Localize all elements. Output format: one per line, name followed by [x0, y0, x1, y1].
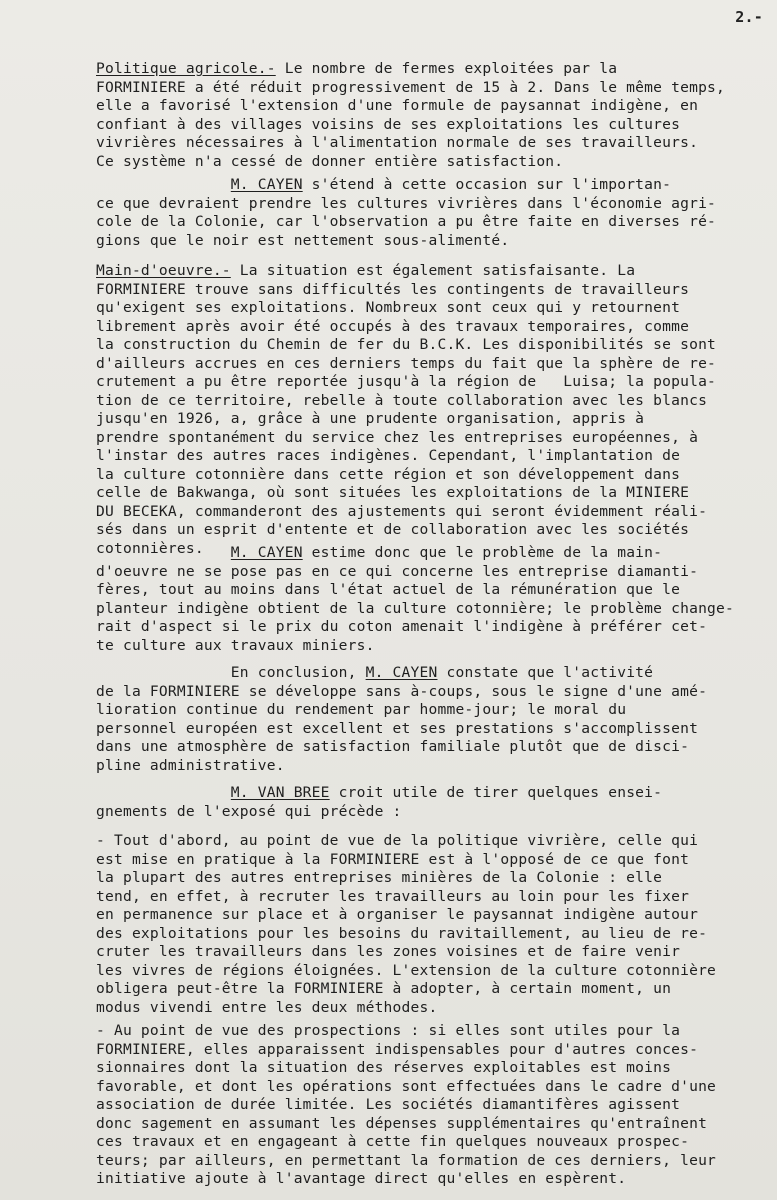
text-segment: en permanence sur place et à organiser le paysannat indigène autour — [96, 906, 699, 923]
text-segment: rait d'aspect si le prix du coton amenait l'indigène à préférer cet- — [96, 618, 708, 635]
text-line — [96, 1152, 760, 1171]
text-segment: vivrières nécessaires à l'alimentation normale de ses travailleurs. — [96, 134, 699, 151]
text-segment: cotonnières. — [96, 539, 204, 557]
text-segment: ces travaux et en engageant à cette fin quelques nouveaux prospec- — [96, 1133, 690, 1150]
text-line — [96, 1059, 760, 1078]
text-line — [96, 544, 760, 563]
text-segment: teurs; par ailleurs, en permettant la formation de ces derniers, leur — [96, 1151, 717, 1169]
paragraph-cayen-conclusion — [96, 664, 760, 775]
text-segment: croit utile de tirer quelques ensei- — [329, 784, 663, 801]
text-line — [96, 318, 760, 337]
text-segment: Ce système n'a cessé de donner entière satisfaction. — [96, 152, 564, 170]
text-segment: s'étend à cette occasion sur l'importan- — [302, 176, 672, 193]
text-line — [96, 738, 760, 757]
text-segment: prendre spontanément du service chez les entreprises européennes, à — [96, 428, 699, 446]
text-segment: personnel européen est excellent et ses prestations s'accomplissent — [96, 719, 699, 737]
text-line — [96, 803, 760, 822]
text-line — [96, 466, 760, 485]
text-line — [96, 618, 760, 637]
text-line — [96, 637, 760, 656]
text-line — [96, 1133, 760, 1152]
text-line — [96, 832, 760, 851]
text-line — [96, 195, 760, 214]
page-number: 2.- — [735, 8, 763, 26]
text-segment: Le nombre de fermes exploitées par la — [275, 60, 618, 77]
text-line — [96, 232, 760, 251]
text-segment: fères, tout au moins dans l'état actuel de la rémunération que le — [96, 581, 681, 598]
text-line — [96, 784, 760, 803]
text-line — [96, 355, 760, 374]
text-line — [96, 79, 760, 98]
underlined-heading: Politique agricole.- — [96, 60, 276, 77]
text-line — [96, 373, 760, 392]
text-segment: planteur indigène obtient de la culture cotonnière; le problème change- — [96, 599, 735, 617]
text-segment: favorable, et dont les opérations sont effectuées dans le cadre d'une — [96, 1077, 717, 1095]
text-segment: lioration continue du rendement par homme-jour; le moral du — [96, 701, 627, 718]
text-segment: sés dans un esprit d'entente et de collaboration avec les sociétés — [96, 521, 690, 538]
text-segment — [96, 784, 231, 801]
text-line — [96, 447, 760, 466]
text-line — [96, 281, 760, 300]
text-line — [96, 153, 760, 172]
text-line — [96, 906, 760, 925]
text-segment — [96, 176, 231, 193]
text-segment: gions que le noir est nettement sous-alimenté. — [96, 231, 510, 249]
text-segment: association de durée limitée. Les sociétés diamantifères agissent — [96, 1096, 681, 1113]
text-segment: DU BECEKA, commanderont des ajustements qui seront évidemment réali- — [96, 502, 708, 520]
text-line — [96, 392, 760, 411]
text-segment: obligera peut-être la FORMINIERE à adopter, à certain moment, un — [96, 980, 672, 997]
paragraph-food-policy-point — [96, 832, 760, 1017]
text-segment: - Au point de vue des prospections : si elles sont utiles pour la — [96, 1022, 681, 1039]
text-segment: FORMINIERE, elles apparaissent indispensables pour d'autres conces- — [96, 1040, 699, 1058]
text-line — [96, 943, 760, 962]
text-line — [96, 962, 760, 981]
text-line — [96, 1078, 760, 1097]
text-segment: estime donc que le problème de la main- — [302, 544, 663, 561]
text-segment: - Tout d'abord, au point de vue de la politique vivrière, celle qui — [96, 832, 699, 849]
text-line — [96, 116, 760, 135]
text-line — [96, 720, 760, 739]
text-segment: te culture aux travaux miniers. — [96, 636, 375, 654]
text-segment: crutement a pu être reportée jusqu'à la région de Luisa; la popula- — [96, 373, 717, 390]
text-line — [96, 664, 760, 683]
text-line — [96, 60, 760, 79]
text-segment: gnements de l'exposé qui précède : — [96, 802, 402, 820]
text-segment: la construction du Chemin de fer du B.C.K. Les disponibilités se sont — [96, 336, 717, 353]
text-line — [96, 683, 760, 702]
text-line — [96, 410, 760, 429]
text-line — [96, 757, 760, 776]
text-segment: la plupart des autres entreprises minières de la Colonie : elle — [96, 869, 663, 886]
text-line — [96, 262, 760, 281]
text-segment: En conclusion, — [96, 664, 366, 681]
paragraph-prospecting-point — [96, 1022, 760, 1189]
text-line — [96, 1170, 760, 1189]
paragraph-agricultural-policy — [96, 60, 760, 171]
text-segment: cole de la Colonie, car l'observation a pu être faite en diverses ré- — [96, 213, 717, 230]
underlined-heading: M. CAYEN — [230, 544, 303, 561]
text-line — [96, 97, 760, 116]
text-line — [96, 1041, 760, 1060]
text-segment — [96, 544, 231, 561]
text-line — [96, 429, 760, 448]
text-line — [96, 213, 760, 232]
text-line — [96, 134, 760, 153]
text-segment: tion de ce territoire, rebelle à toute collaboration avec les blancs — [96, 391, 708, 409]
text-line — [96, 701, 760, 720]
text-segment: modus vivendi entre les deux méthodes. — [96, 998, 438, 1016]
text-line — [96, 869, 760, 888]
text-segment: des exploitations pour les besoins du ravitaillement, au lieu de re- — [96, 924, 708, 942]
text-segment: confiant à des villages voisins de ses exploitations les cultures — [96, 115, 681, 133]
text-segment: qu'exigent ses exploitations. Nombreux sont ceux qui y retournent — [96, 299, 681, 316]
text-segment: librement après avoir été occupés à des travaux temporaires, comme — [96, 317, 690, 335]
text-line — [96, 888, 760, 907]
text-line — [96, 503, 760, 522]
text-segment: FORMINIERE a été réduit progressivement de 15 à 2. Dans le même temps, — [96, 78, 726, 96]
paragraph-cayen-food-crops — [96, 176, 760, 250]
text-segment: est mise en pratique à la FORMINIERE est à l'opposé de ce que font — [96, 850, 690, 868]
text-line — [96, 999, 760, 1018]
text-segment: jusqu'en 1926, a, grâce à une prudente organisation, appris à — [96, 410, 645, 427]
text-segment: dans une atmosphère de satisfaction familiale plutôt que de disci- — [96, 738, 690, 755]
text-segment: sionnaires dont la situation des réserves exploitables est moins — [96, 1059, 672, 1076]
text-line — [96, 925, 760, 944]
paragraph-van-bree-intro — [96, 784, 760, 821]
text-segment: FORMINIERE trouve sans difficultés les contingents de travailleurs — [96, 280, 690, 298]
text-line — [96, 1115, 760, 1134]
underlined-heading: M. VAN BREE — [230, 784, 330, 801]
underlined-heading: M. CAYEN — [230, 176, 303, 193]
underlined-heading: Main-d'oeuvre.- — [96, 262, 231, 279]
text-segment: celle de Bakwanga, où sont situées les exploitations de la MINIERE — [96, 484, 690, 501]
text-line — [96, 563, 760, 582]
text-line — [96, 1022, 760, 1041]
text-line — [96, 980, 760, 999]
text-segment: La situation est également satisfaisante. La — [230, 262, 636, 279]
text-line — [96, 176, 760, 195]
text-segment: pline administrative. — [96, 756, 285, 774]
paragraph-cayen-labour-problem — [96, 544, 760, 655]
text-segment: la culture cotonnière dans cette région et son développement dans — [96, 465, 681, 483]
text-segment: de la FORMINIERE se développe sans à-coups, sous le signe d'une amé- — [96, 682, 708, 700]
text-line — [96, 336, 760, 355]
text-segment: initiative ajoute à l'avantage direct qu'elles en espèrent. — [96, 1170, 627, 1187]
text-segment: constate que l'activité — [437, 664, 654, 681]
text-segment: les vivres de régions éloignées. L'extension de la culture cotonnière — [96, 961, 717, 979]
text-segment: d'oeuvre ne se pose pas en ce qui concerne les entreprise diamanti- — [96, 562, 699, 580]
text-line — [96, 851, 760, 870]
text-segment: elle a favorisé l'extension d'une formule de paysannat indigène, en — [96, 97, 699, 114]
text-segment: tend, en effet, à recruter les travailleurs au loin pour les fixer — [96, 887, 690, 905]
text-line — [96, 299, 760, 318]
text-line — [96, 600, 760, 619]
text-segment: ce que devraient prendre les cultures vivrières dans l'économie agri- — [96, 194, 717, 212]
text-line — [96, 484, 760, 503]
text-segment: cruter les travailleurs dans les zones voisines et de faire venir — [96, 943, 681, 960]
text-line — [96, 581, 760, 600]
text-line — [96, 1096, 760, 1115]
text-line — [96, 521, 760, 540]
underlined-heading: M. CAYEN — [365, 664, 438, 681]
text-segment: d'ailleurs accrues en ces derniers temps du fait que la sphère de re- — [96, 354, 717, 372]
text-segment: l'instar des autres races indigènes. Cependant, l'implantation de — [96, 447, 681, 464]
text-segment: donc sagement en assumant les dépenses supplémentaires qu'entraînent — [96, 1114, 708, 1132]
paragraph-labour — [96, 262, 760, 558]
